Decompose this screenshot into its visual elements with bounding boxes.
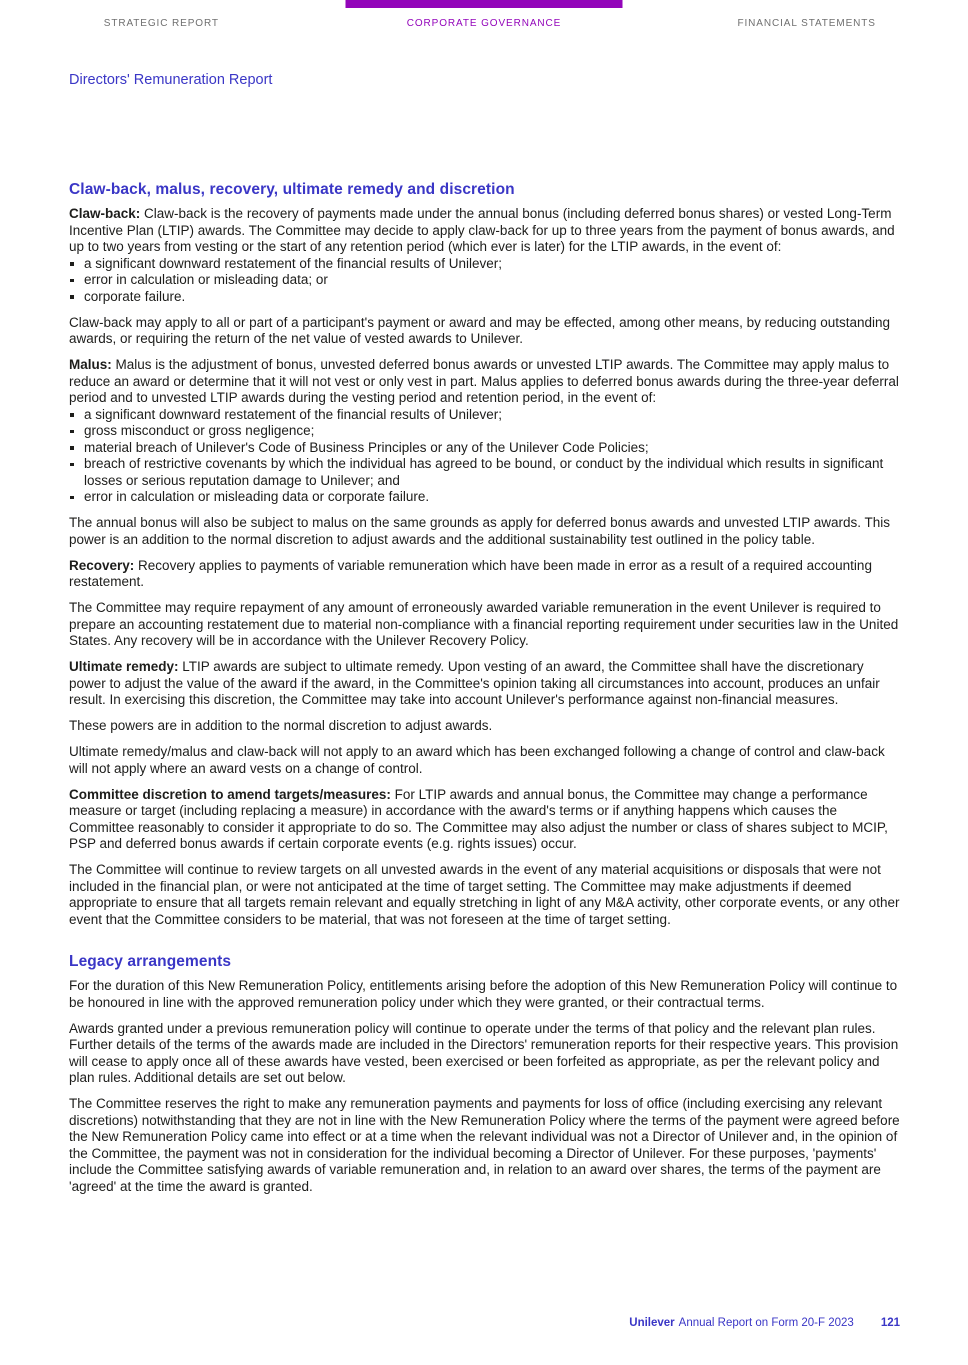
paragraph-text: Recovery applies to payments of variable remuneration which have been made in error as a result of a required accounting restatement. <box>69 557 872 589</box>
document-body <box>69 181 900 1205</box>
paragraph-text: Claw-back is the recovery of payments made under the annual bonus (including deferred bonus shares) or vested Long-Term Incentive Plan (LTIP) awards. The Committee may decide to apply claw-back for up to three years from the payment of bonus awards, and up to two years from vesting or the start of any retention period (which ever is later) for the LTIP awards, in the event of: <box>69 206 895 254</box>
paragraph <box>69 659 900 709</box>
paragraph-text: LTIP awards are subject to ultimate remedy. Upon vesting of an award, the Committee shall have the discretionary power to adjust the value of the award if the award, in the Committee's opinion taking all circumstances into account, produces an unfair result. In exercising this discretion, the Committee may take into account Unilever's performance against non-financial measures. <box>69 659 880 707</box>
paragraph <box>69 862 900 928</box>
section-heading: Claw-back, malus, recovery, ultimate remedy and discretion <box>69 181 515 198</box>
paragraph-text: The annual bonus will also be subject to malus on the same grounds as apply for deferred bonus awards and unvested LTIP awards. This power is an addition to the normal discretion to adjust awards and the additional sustainability test outlined in the policy table. <box>69 515 890 547</box>
paragraph <box>69 978 900 1011</box>
footer-report-name: Annual Report on Form 20-F 2023 <box>678 1317 854 1329</box>
paragraph <box>69 744 900 777</box>
paragraph-lead: Ultimate remedy: <box>69 659 179 674</box>
paragraph <box>69 357 900 407</box>
bullet-list <box>69 256 900 306</box>
bullet-item: corporate failure. <box>69 289 900 306</box>
tab-label: STRATEGIC REPORT <box>103 18 219 29</box>
paragraph <box>69 600 900 650</box>
paragraph-lead: Recovery: <box>69 557 135 573</box>
tab-corporate-governance[interactable] <box>323 0 646 29</box>
paragraph-lead: Claw-back: <box>69 206 141 221</box>
footer-brand: Unilever <box>629 1317 675 1329</box>
paragraph-lead: Malus: <box>69 357 112 372</box>
top-nav <box>0 0 968 29</box>
tab-label: FINANCIAL STATEMENTS <box>737 18 876 29</box>
page-number: 121 <box>880 1317 900 1329</box>
bullet-list <box>69 407 900 506</box>
bullet-item: gross misconduct or gross negligence; <box>69 423 900 440</box>
paragraph-text: These powers are in addition to the normal discretion to adjust awards. <box>69 718 493 733</box>
bullet-item: error in calculation or misleading data or corporate failure. <box>69 489 900 506</box>
paragraph-text: Awards granted under a previous remuneration policy will continue to operate under the terms of that policy and the relevant plan rules. Further details of the terms of the awards made are included in the Directors' remuneration reports for their respective years. This provision will cease to apply once all of these awards have vested, been exercised or been forfeited as appropriate, as per the relevant policy and plan rules. Additional details are set out below. <box>69 1020 899 1085</box>
paragraph-text: The Committee will continue to review targets on all unvested awards in the event of any material acquisitions or disposals that were not included in the financial plan, or were not anticipated at the time of target setting. The Committee may make adjustments if deemed appropriate to ensure that all targets remain relevant and equally stretching in light of any M&A activity, other corporate events, or any other event that the Committee considers to be material, that was not foreseen at the time of target setting. <box>69 862 900 927</box>
paragraph <box>69 206 900 256</box>
report-title: Directors' Remuneration Report <box>69 72 273 88</box>
paragraph <box>69 718 900 735</box>
bullet-item: material breach of Unilever's Code of Business Principles or any of the Unilever Code Policies; <box>69 440 900 457</box>
paragraph-text: The Committee may require repayment of any amount of erroneously awarded variable remuneration in the event Unilever is required to prepare an accounting restatement due to material non-compliance with a financial reporting requirement under securities law in the United States. Any recovery will be in accordance with the Unilever Recovery Policy. <box>69 600 899 648</box>
paragraph <box>69 558 900 591</box>
paragraph <box>69 315 900 348</box>
paragraph-text: For the duration of this New Remuneration Policy, entitlements arising before the adoption of this New Remuneration Policy will continue to be honoured in line with the approved remuneration policy under which they were granted, or their contractual terms. <box>69 978 898 1010</box>
bullet-item: breach of restrictive covenants by which the individual has agreed to be bound, or conduct by the individual which results in significant losses or serious reputation damage to Unilever; and <box>69 456 900 489</box>
paragraph-lead: Committee discretion to amend targets/measures: <box>69 786 391 802</box>
tab-financial-statements[interactable] <box>645 0 968 29</box>
tab-label: CORPORATE GOVERNANCE <box>406 18 562 29</box>
paragraph <box>69 1096 900 1195</box>
paragraph-text: Claw-back may apply to all or part of a participant's payment or award and may be effected, among other means, by reducing outstanding awards, or requiring the return of the net value of vested awards to Unilever. <box>69 314 891 346</box>
paragraph-text: For LTIP awards and annual bonus, the Committee may change a performance measure or target (including replacing a measure) in accordance with the award's terms or if anything happens which causes the Committee reasonably to consider it appropriate to do so. The Committee may also adjust the number or class of shares subject to MCIP, PSP and deferred bonus awards if certain corporate events (e.g. rights issues) occur. <box>69 786 888 851</box>
tab-strategic-report[interactable] <box>0 0 323 29</box>
bullet-item: error in calculation or misleading data; or <box>69 272 900 289</box>
paragraph-text: The Committee reserves the right to make any remuneration payments and payments for loss of office (including exercising any relevant discretions) notwithstanding that they are not in line with the New Remuneration Policy where the terms of the payment were agreed before the New Remuneration Policy came into effect or at a time when the relevant individual was not a Director of Unilever and, in the opinion of the Committee, the payment was not in consideration for the individual becoming a Director of Unilever. For these purposes, 'payments' include the Committee satisfying awards of variable remuneration and, in relation to an award over shares, the terms of the payment are 'agreed' at the time the award is granted. <box>69 1096 900 1194</box>
paragraph-text: Malus is the adjustment of bonus, unvested deferred bonus awards or unvested LTIP awards. The Committee may apply malus to reduce an award or determine that it will not vest or only vest in part. Malus applies to deferred bonus awards during the three-year deferral period and to unvested LTIP awards during the vesting period and retention period, in the event of: <box>69 357 899 405</box>
active-tab-indicator <box>346 0 623 8</box>
section-heading: Legacy arrangements <box>69 953 232 970</box>
paragraph <box>69 787 900 853</box>
paragraph-text: Ultimate remedy/malus and claw-back will not apply to an award which has been exchanged following a change of control and claw-back will not apply where an award vests on a change of control. <box>69 744 885 776</box>
bullet-item: a significant downward restatement of the financial results of Unilever; <box>69 407 900 424</box>
paragraph <box>69 1021 900 1087</box>
bullet-item: a significant downward restatement of the financial results of Unilever; <box>69 256 900 273</box>
page-footer <box>69 1317 900 1329</box>
paragraph <box>69 515 900 548</box>
